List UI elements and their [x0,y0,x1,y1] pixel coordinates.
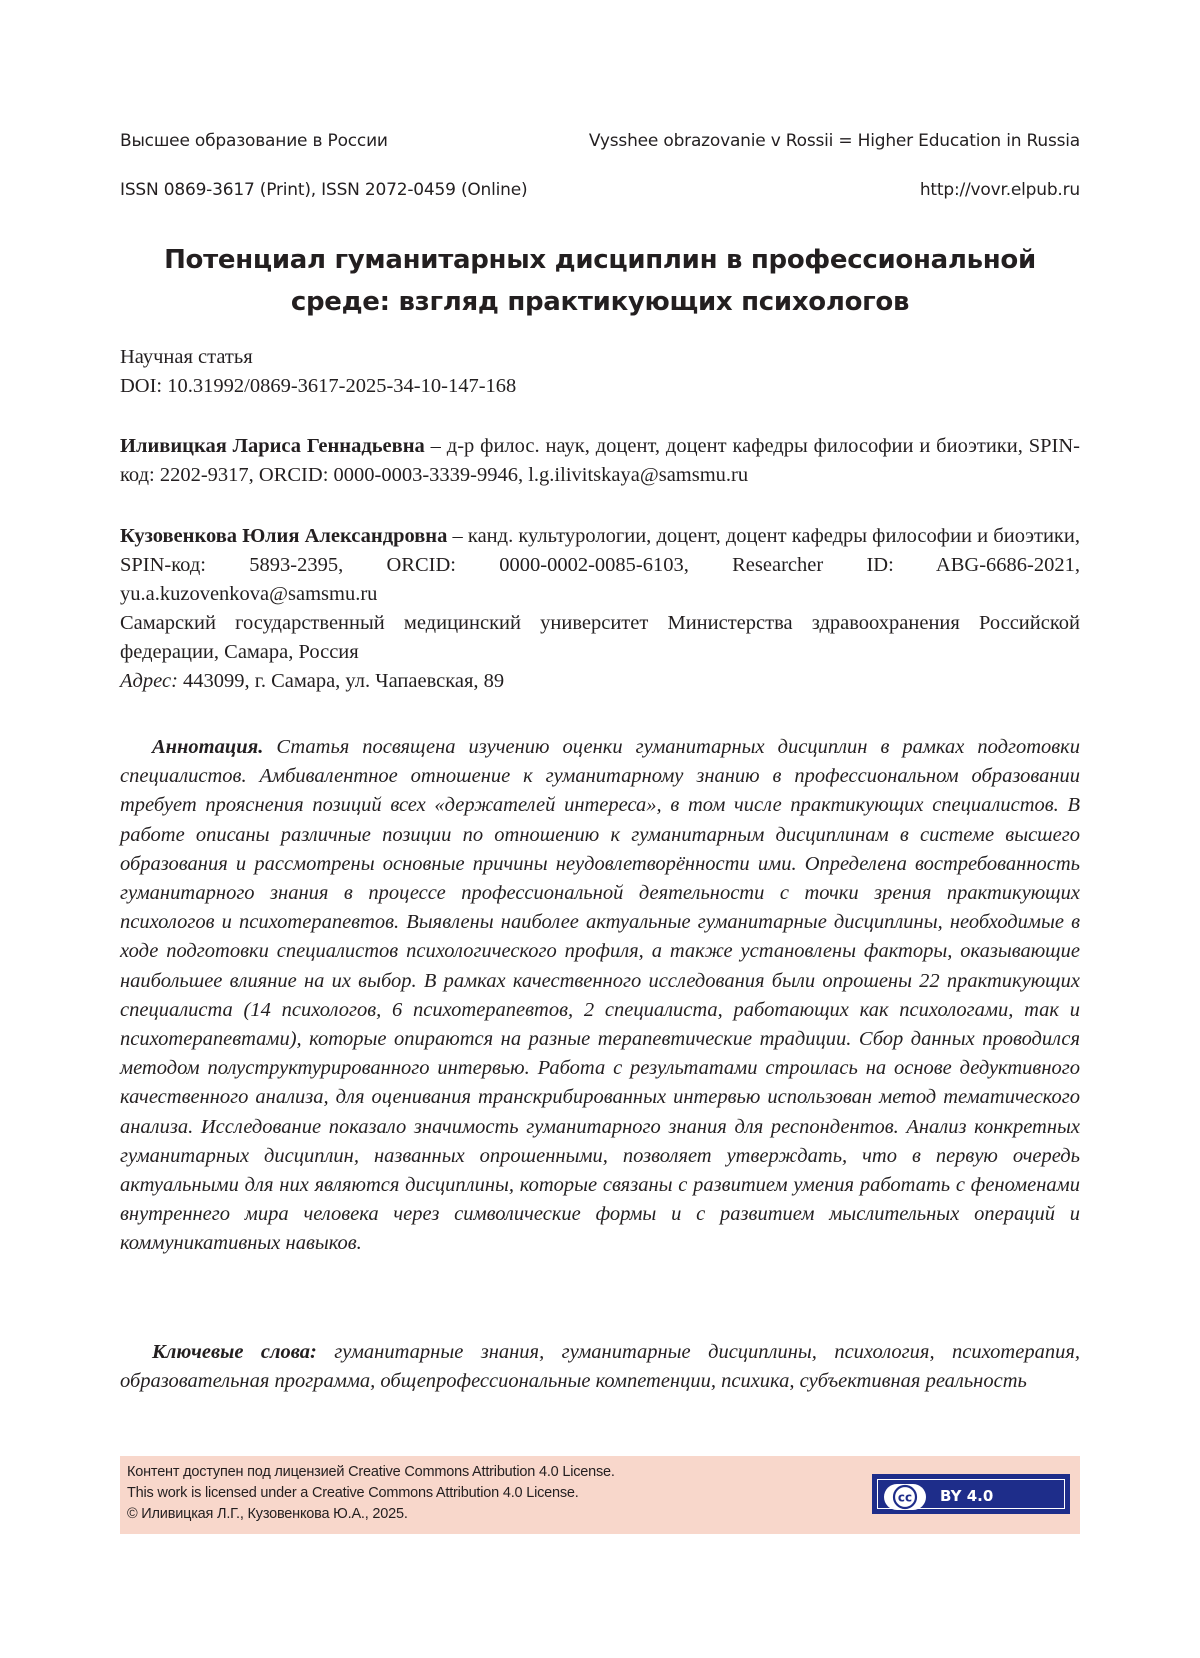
issn: ISSN 0869-3617 (Print), ISSN 2072-0459 (Online) [120,180,528,200]
abstract-text: Статья посвящена изучению оценки гуманитарных дисциплин в рамках подготовки специалистов. Амбивалентное отношение к гуманитарному знанию в профессиональном образовании требует прояснения позиций всех «держателей интереса», в том числе практикующих специалистов. В работе описаны различные позиции по отношению к гуманитарным дисциплинам в системе высшего образования и рассмотрены основные причины неудовлетворённости ими. Определена востребованность гуманитарного знания в процессе профессиональной деятельности с точки зрения практикующих психологов и психотерапевтов. Выявлены наиболее актуальные гуманитарные дисциплины, необходимые в ходе подготовки специалистов психологического профиля, а также установлены факторы, оказывающие наибольшее влияние на их выбор. В рамках качественного исследования были опрошены 22 практикующих специалиста (14 психологов, 6 психотерапевтов, 2 специалиста, работающих как психологами, так и психотерапевтами), которые опираются на разные терапевтические традиции. Сбор данных проводился методом полуструктурированного интервью. Работа с результатами строилась на основе дедуктивного качественного анализа, для оценивания транскрибированных интервью использован метод тематического анализа. Исследование показало значимость гуманитарного знания для респондентов. Анализ конкретных гуманитарных дисциплин, названных опрошенными, позволяет утверждать, что в первую очередь актуальными для них являются дисциплины, которые связаны с развитием умения работать с феноменами внутреннего мира человека через символические формы и с развитием мыслительных операций и коммуникативных навыков. [120,736,1080,1255]
keywords-text: гуманитарные знания, гуманитарные дисциплины, психология, психотерапия, образовательная программа, общепрофессиональные компетенции, психика, субъективная реальность [120,1341,1080,1393]
license-box [120,1456,1080,1534]
doi[interactable]: DOI: 10.31992/0869-3617-2025-34-10-147-168 [120,375,517,397]
article-title-line-2: среде: взгляд практикующих психологов [290,287,910,317]
article-type: Научная статья [120,346,253,368]
author-name: Иливицкая Лариса Геннадьевна [120,435,425,457]
journal-name-ru: Высшее образование в России [120,131,388,151]
cc-by-badge[interactable] [872,1474,1070,1514]
abstract-label: Аннотация. [152,736,264,758]
license-text [127,1462,615,1525]
keywords-label: Ключевые слова: [152,1341,317,1363]
badge-license-text: BY 4.0 [940,1487,994,1505]
article-meta [120,343,1080,401]
keywords [120,1338,1080,1396]
affiliation: Самарский государственный медицинский университет Министерства здравоохранения Российской федерации, Самара, Россия [120,612,1080,663]
article-title-line-1: Потенциал гуманитарных дисциплин в профессиональной [164,245,1036,275]
author-name: Кузовенкова Юлия Александровна [120,525,448,547]
author-details: – д-р филос. наук, доцент, доцент кафедры философии и биоэтики, SPIN-код: 2202-9317, ORCID: 0000-0003-3339-9946, l.g.ilivitskaya@samsmu.ru [120,435,1080,486]
badge-cc-text: cc [897,1490,913,1505]
badge-frame [877,1479,1065,1509]
copyright: © Иливицкая Л.Г., Кузовенкова Ю.А., 2025. [127,1506,408,1522]
abstract [120,733,1080,1259]
license-line-en: This work is licensed under a Creative Commons Attribution 4.0 License. [127,1485,579,1501]
creative-commons-icon [884,1484,926,1510]
article-title [120,239,1080,323]
author-details: – канд. культурологии, доцент, доцент кафедры философии и биоэтики, SPIN-код: 5893-2395, ORCID: 0000-0002-0085-6103, Researcher ID: ABG-6686-2021, yu.a.kuzovenkova@samsmu.ru [120,525,1080,605]
license-line-ru: Контент доступен под лицензией Creative Commons Attribution 4.0 License. [127,1464,615,1480]
author-block-1 [120,432,1080,490]
author-block-2 [120,522,1080,696]
journal-name-en: Vysshee obrazovanie v Rossii = Higher Education in Russia [588,131,1080,151]
address: 443099, г. Самара, ул. Чапаевская, 89 [177,670,505,692]
address-label: Адрес: [120,670,178,692]
journal-url[interactable]: http://vovr.elpub.ru [919,180,1080,200]
